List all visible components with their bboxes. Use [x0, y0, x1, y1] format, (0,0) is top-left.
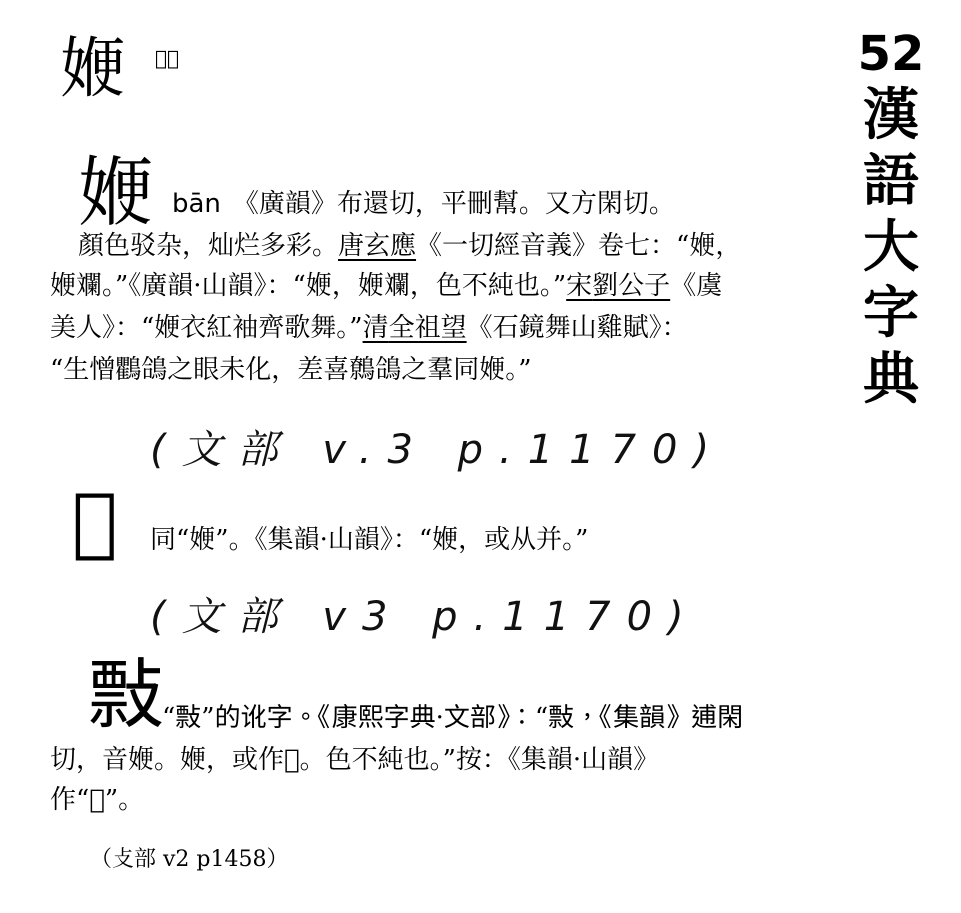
author-name: 劉公子	[592, 271, 671, 301]
printed-reference: （攴部 v2 p1458）	[90, 847, 289, 872]
entry-line: 同“㛹”。《集韻·山韻》：“㛹，或从并。”	[150, 525, 589, 555]
author-name: 玄應	[364, 231, 417, 261]
entry-line	[50, 310, 688, 346]
variant-chars: 𢽍𢿏	[155, 46, 180, 70]
entry-text: 美人》：“㛹衣紅袖齊歌舞。”	[50, 313, 363, 343]
title-char: 大	[863, 215, 919, 280]
title-char: 漢	[863, 83, 919, 148]
author-name: 全祖望	[388, 313, 467, 343]
entry-text: 㛹斕。”《廣韻·山韻》：“㛹，㛹斕，色不純也。”	[50, 271, 567, 301]
pinyin: bān	[172, 189, 221, 219]
headword-large: 㛹	[60, 30, 126, 107]
title-char: 字	[863, 281, 919, 346]
handwritten-reference: (文部 v.3 p.1170)	[150, 427, 726, 473]
entry-line: “生憎鸜鴿之眼未化，差喜鷯鴿之羣同㛹。”	[50, 355, 532, 385]
entry-headword: 𢽍	[72, 476, 118, 565]
title-char: 語	[863, 149, 919, 214]
dictionary-title	[863, 83, 919, 413]
title-char: 典	[863, 347, 919, 412]
volume-number: 52	[857, 26, 925, 82]
entry-headword: 㛹	[78, 148, 154, 237]
entry-line: “𢿏”的讹字。《康熙字典·文部》：“𢿏，《集韻》逋閑	[162, 703, 744, 733]
entry-headword: 𢿏	[88, 650, 164, 739]
entry-text: 《廣韻》布還切，平刪幫。又方閑切。	[232, 189, 675, 219]
dynasty-name: 宋	[566, 271, 593, 301]
handwritten-reference: (文部 v3 p.1170)	[150, 594, 700, 640]
entry-line	[50, 268, 722, 304]
entry-line	[172, 186, 675, 222]
entry-text: 《石鏡舞山雞賦》：	[466, 313, 688, 343]
entry-line: 作“𢽍”。	[50, 785, 145, 815]
entry-text: 《一切經音義》卷七：“㛹，	[416, 231, 742, 261]
entry-line: 切，音㛹。㛹，或作𢽍。色不純也。”按：《集韻·山韻》	[50, 745, 660, 775]
dynasty-name: 唐	[338, 231, 365, 261]
entry-text: 《虞	[670, 271, 723, 301]
entry-text: 顏色驳杂，灿烂多彩。	[78, 231, 339, 261]
volume-label	[851, 25, 931, 413]
entry-line	[78, 228, 741, 264]
dynasty-name: 清	[362, 313, 389, 343]
